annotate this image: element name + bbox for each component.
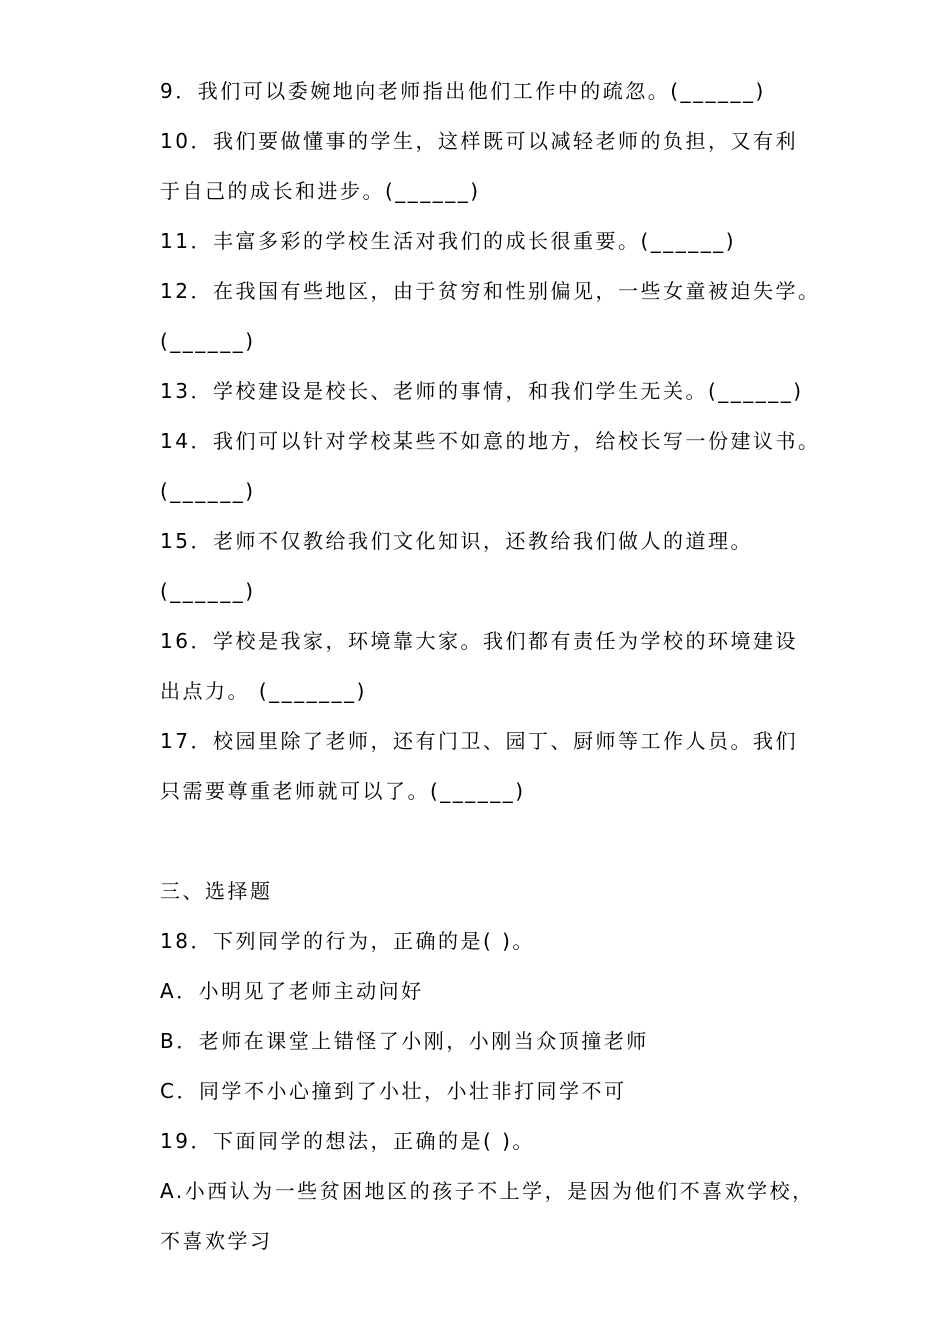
q18-option-a: A．小明见了老师主动问好 bbox=[160, 979, 424, 1003]
q16-text-line2: 出点力。 (_______) bbox=[160, 679, 367, 703]
q10-text-line2: 于自己的成长和进步。(______) bbox=[160, 179, 481, 203]
q11-text: 11．丰富多彩的学校生活对我们的成长很重要。(______) bbox=[160, 229, 737, 253]
document-page bbox=[160, 76, 821, 1276]
q10-text-line1: 10．我们要做懂事的学生，这样既可以减轻老师的负担，又有利 bbox=[160, 129, 798, 153]
q15-text-line1: 15．老师不仅教给我们文化知识，还教给我们做人的道理。 bbox=[160, 529, 753, 553]
q19-option-a-line2: 不喜欢学习 bbox=[160, 1229, 273, 1253]
q18-option-c: C．同学不小心撞到了小壮，小壮非打同学不可 bbox=[160, 1079, 627, 1103]
q14-answer-blank: (______) bbox=[160, 479, 256, 503]
section-spacer bbox=[160, 826, 800, 876]
q19-option-a-line1: A.小西认为一些贫困地区的孩子不上学，是因为他们不喜欢学校， bbox=[160, 1179, 815, 1203]
q18-text: 18．下列同学的行为，正确的是( )。 bbox=[160, 929, 535, 953]
q12-answer-blank: (______) bbox=[160, 329, 256, 353]
q9-text: 9．我们可以委婉地向老师指出他们工作中的疏忽。(______) bbox=[160, 79, 766, 103]
q18-option-b: B．老师在课堂上错怪了小刚，小刚当众顶撞老师 bbox=[160, 1029, 649, 1053]
q12-text-line1: 12．在我国有些地区，由于贫穷和性别偏见，一些女童被迫失学。 bbox=[160, 279, 821, 303]
q19-text: 19．下面同学的想法，正确的是( )。 bbox=[160, 1129, 535, 1153]
q17-text-line1: 17．校园里除了老师，还有门卫、园丁、厨师等工作人员。我们 bbox=[160, 729, 798, 753]
q15-answer-blank: (______) bbox=[160, 579, 256, 603]
q16-text-line1: 16．学校是我家，环境靠大家。我们都有责任为学校的环境建设 bbox=[160, 629, 798, 653]
q17-text-line2: 只需要尊重老师就可以了。(______) bbox=[160, 779, 526, 803]
section-title: 三、选择题 bbox=[160, 879, 273, 903]
q13-text: 13．学校建设是校长、老师的事情，和我们学生无关。(______) bbox=[160, 379, 804, 403]
q14-text-line1: 14．我们可以针对学校某些不如意的地方，给校长写一份建议书。 bbox=[160, 429, 821, 453]
